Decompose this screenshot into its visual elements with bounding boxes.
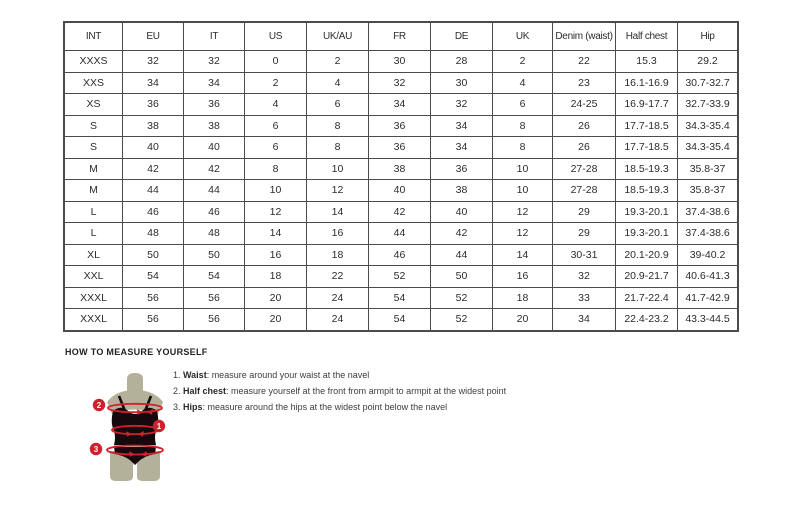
size-cell: 6 — [307, 94, 369, 116]
size-cell: M — [65, 158, 123, 180]
size-cell: 6 — [245, 137, 307, 159]
column-header: UK/AU — [307, 23, 369, 51]
size-row — [65, 244, 738, 266]
size-cell: 42 — [184, 158, 245, 180]
measurement-figure — [80, 371, 190, 485]
size-cell: 18 — [493, 287, 553, 309]
size-cell: 38 — [431, 180, 493, 202]
size-cell: 34.3-35.4 — [678, 137, 738, 159]
size-cell: 34 — [123, 72, 184, 94]
size-cell: 6 — [493, 94, 553, 116]
size-row — [65, 287, 738, 309]
size-cell: 34 — [369, 94, 431, 116]
size-cell: 54 — [369, 287, 431, 309]
size-cell: L — [65, 223, 123, 245]
size-cell: 40 — [369, 180, 431, 202]
size-cell: 54 — [184, 266, 245, 288]
size-cell: 10 — [307, 158, 369, 180]
size-cell: 44 — [369, 223, 431, 245]
size-cell: 32 — [369, 72, 431, 94]
size-cell: 30-31 — [553, 244, 616, 266]
size-cell: 56 — [123, 309, 184, 331]
size-cell: 40 — [184, 137, 245, 159]
header-row — [65, 23, 738, 51]
size-cell: XXXS — [65, 51, 123, 73]
measure-section-heading: HOW TO MEASURE YOURSELF — [65, 347, 208, 357]
size-cell: 50 — [184, 244, 245, 266]
size-cell: 56 — [184, 309, 245, 331]
column-header: Half chest — [616, 23, 678, 51]
size-cell: XXL — [65, 266, 123, 288]
size-cell: 41.7-42.9 — [678, 287, 738, 309]
size-cell: 56 — [184, 287, 245, 309]
size-row — [65, 180, 738, 202]
size-cell: XXS — [65, 72, 123, 94]
size-cell: 22.4-23.2 — [616, 309, 678, 331]
size-cell: 12 — [245, 201, 307, 223]
size-cell: 8 — [493, 137, 553, 159]
size-cell: 37.4-38.6 — [678, 223, 738, 245]
size-cell: 36 — [369, 137, 431, 159]
size-cell: 29 — [553, 223, 616, 245]
size-cell: XS — [65, 94, 123, 116]
mannequin-illustration — [80, 371, 190, 485]
size-cell: 2 — [493, 51, 553, 73]
size-cell: 17.7-18.5 — [616, 115, 678, 137]
size-row — [65, 266, 738, 288]
size-cell: 6 — [245, 115, 307, 137]
size-cell: 20.9-21.7 — [616, 266, 678, 288]
size-cell: 16 — [493, 266, 553, 288]
size-cell: 30 — [431, 72, 493, 94]
size-cell: 10 — [493, 158, 553, 180]
badge-hips — [90, 443, 102, 455]
size-cell: 50 — [123, 244, 184, 266]
column-header: INT — [65, 23, 123, 51]
size-row — [65, 201, 738, 223]
column-header: Hip — [678, 23, 738, 51]
size-row — [65, 309, 738, 331]
size-cell: 36 — [431, 158, 493, 180]
size-cell: 32.7-33.9 — [678, 94, 738, 116]
size-cell: 36 — [123, 94, 184, 116]
size-cell: L — [65, 201, 123, 223]
size-cell: 54 — [369, 309, 431, 331]
size-cell: 38 — [123, 115, 184, 137]
size-cell: 32 — [553, 266, 616, 288]
size-cell: 16.1-16.9 — [616, 72, 678, 94]
size-cell: S — [65, 137, 123, 159]
size-cell: 19.3-20.1 — [616, 223, 678, 245]
size-table-body — [65, 51, 738, 331]
measure-instructions-list — [173, 370, 506, 418]
size-cell: 33 — [553, 287, 616, 309]
size-cell: 16.9-17.7 — [616, 94, 678, 116]
size-cell: 17.7-18.5 — [616, 137, 678, 159]
size-cell: 10 — [245, 180, 307, 202]
column-header: UK — [493, 23, 553, 51]
size-cell: 24-25 — [553, 94, 616, 116]
measure-instruction — [173, 370, 506, 386]
size-cell: 20 — [493, 309, 553, 331]
size-cell: 10 — [493, 180, 553, 202]
instruction-term: Half chest — [183, 386, 227, 396]
size-cell: 8 — [307, 137, 369, 159]
measure-instruction — [173, 402, 506, 418]
size-cell: 37.4-38.6 — [678, 201, 738, 223]
size-cell: 34 — [431, 137, 493, 159]
size-cell: 54 — [123, 266, 184, 288]
size-cell: 12 — [493, 201, 553, 223]
size-cell: 23 — [553, 72, 616, 94]
size-cell: 4 — [307, 72, 369, 94]
size-cell: 42 — [431, 223, 493, 245]
size-cell: 50 — [431, 266, 493, 288]
size-cell: 52 — [431, 309, 493, 331]
instruction-number: 3. — [173, 402, 184, 412]
size-row — [65, 223, 738, 245]
column-header: Denim (waist) — [553, 23, 616, 51]
size-cell: 29 — [553, 201, 616, 223]
size-cell: 15.3 — [616, 51, 678, 73]
size-cell: 0 — [245, 51, 307, 73]
size-cell: 30.7-32.7 — [678, 72, 738, 94]
size-cell: XL — [65, 244, 123, 266]
instruction-number: 1. — [173, 370, 184, 380]
size-cell: 19.3-20.1 — [616, 201, 678, 223]
size-cell: 38 — [369, 158, 431, 180]
instruction-term: Hips — [183, 402, 203, 412]
size-cell: 18.5-19.3 — [616, 180, 678, 202]
column-header: IT — [184, 23, 245, 51]
size-cell: 44 — [184, 180, 245, 202]
size-cell: 18 — [307, 244, 369, 266]
size-cell: 22 — [307, 266, 369, 288]
badge-waist-number: 1 — [156, 422, 162, 431]
column-header: EU — [123, 23, 184, 51]
badge-hips-number: 3 — [93, 445, 99, 454]
column-header: DE — [431, 23, 493, 51]
size-cell: 20 — [245, 309, 307, 331]
size-row — [65, 94, 738, 116]
size-cell: 40 — [123, 137, 184, 159]
size-cell: 52 — [369, 266, 431, 288]
size-cell: 36 — [184, 94, 245, 116]
size-cell: 35.8-37 — [678, 158, 738, 180]
size-cell: 12 — [307, 180, 369, 202]
size-cell: 26 — [553, 115, 616, 137]
size-cell: 2 — [307, 51, 369, 73]
column-header: FR — [369, 23, 431, 51]
size-cell: 34 — [431, 115, 493, 137]
size-cell: XXXL — [65, 309, 123, 331]
size-cell: 18.5-19.3 — [616, 158, 678, 180]
size-cell: 21.7-22.4 — [616, 287, 678, 309]
size-row — [65, 115, 738, 137]
size-cell: 18 — [245, 266, 307, 288]
size-cell: 2 — [245, 72, 307, 94]
size-cell: XXXL — [65, 287, 123, 309]
badge-chest — [93, 399, 105, 411]
instruction-term: Waist — [183, 370, 207, 380]
size-cell: 42 — [369, 201, 431, 223]
badge-chest-number: 2 — [96, 401, 102, 410]
size-cell: 34 — [184, 72, 245, 94]
size-cell: 40 — [431, 201, 493, 223]
size-cell: 32 — [184, 51, 245, 73]
size-row — [65, 72, 738, 94]
size-cell: 36 — [369, 115, 431, 137]
size-cell: 40.6-41.3 — [678, 266, 738, 288]
size-cell: 34 — [553, 309, 616, 331]
instruction-text: : measure around the hips at the widest point below the navel — [202, 402, 448, 412]
size-cell: 42 — [123, 158, 184, 180]
size-cell: 28 — [431, 51, 493, 73]
size-cell: 46 — [123, 201, 184, 223]
size-cell: 4 — [493, 72, 553, 94]
size-cell: 46 — [184, 201, 245, 223]
measure-instruction — [173, 386, 506, 402]
size-cell: 29.2 — [678, 51, 738, 73]
instruction-number: 2. — [173, 386, 184, 396]
size-cell: 14 — [493, 244, 553, 266]
size-cell: 30 — [369, 51, 431, 73]
size-cell: 14 — [307, 201, 369, 223]
size-cell: 34.3-35.4 — [678, 115, 738, 137]
size-cell: 52 — [431, 287, 493, 309]
size-cell: 8 — [245, 158, 307, 180]
size-cell: 56 — [123, 287, 184, 309]
size-cell: 24 — [307, 287, 369, 309]
size-row — [65, 51, 738, 73]
size-cell: 27-28 — [553, 180, 616, 202]
instruction-text: : measure yourself at the front from armpit to armpit at the widest point — [226, 386, 507, 396]
size-cell: 8 — [307, 115, 369, 137]
size-cell: 44 — [123, 180, 184, 202]
size-cell: 48 — [123, 223, 184, 245]
column-header: US — [245, 23, 307, 51]
size-cell: M — [65, 180, 123, 202]
size-cell: 38 — [184, 115, 245, 137]
size-cell: 46 — [369, 244, 431, 266]
size-cell: 4 — [245, 94, 307, 116]
badge-waist — [153, 420, 165, 432]
size-cell: 20 — [245, 287, 307, 309]
size-cell: 16 — [245, 244, 307, 266]
size-cell: 26 — [553, 137, 616, 159]
size-cell: 32 — [123, 51, 184, 73]
size-cell: 35.8-37 — [678, 180, 738, 202]
mannequin-neck — [127, 373, 143, 391]
size-row — [65, 158, 738, 180]
size-cell: 48 — [184, 223, 245, 245]
size-cell: 16 — [307, 223, 369, 245]
size-cell: 44 — [431, 244, 493, 266]
size-conversion-table — [64, 22, 738, 331]
instruction-text: : measure around your waist at the navel — [206, 370, 370, 380]
size-cell: 39-40.2 — [678, 244, 738, 266]
size-cell: 27-28 — [553, 158, 616, 180]
size-cell: 14 — [245, 223, 307, 245]
size-cell: 20.1-20.9 — [616, 244, 678, 266]
size-row — [65, 137, 738, 159]
size-table-header — [65, 23, 738, 51]
size-cell: 32 — [431, 94, 493, 116]
size-cell: S — [65, 115, 123, 137]
size-cell: 12 — [493, 223, 553, 245]
size-cell: 8 — [493, 115, 553, 137]
size-cell: 22 — [553, 51, 616, 73]
size-cell: 24 — [307, 309, 369, 331]
size-cell: 43.3-44.5 — [678, 309, 738, 331]
